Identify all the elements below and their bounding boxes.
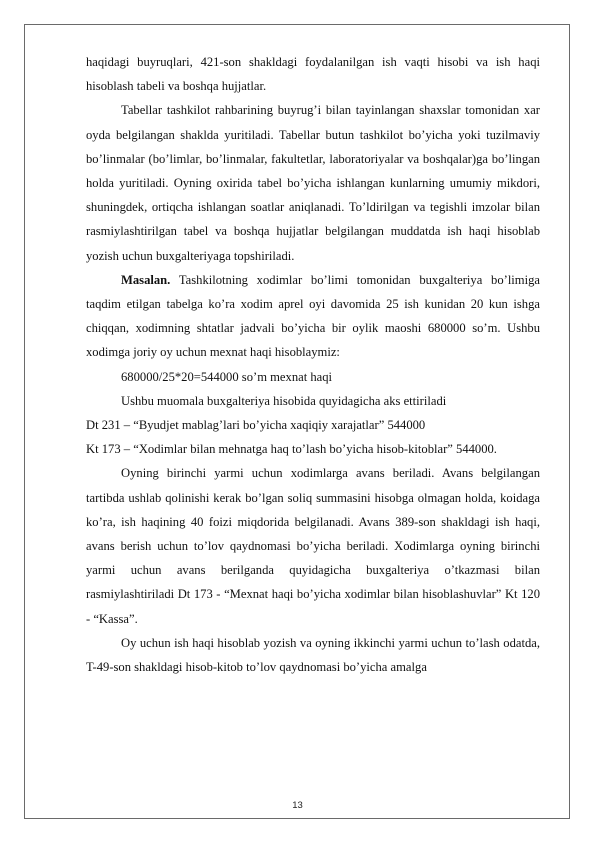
paragraph-continuation: haqidagi buyruqlari, 421-son shakldagi foydalanilgan ish vaqti hisobi va ish haqi hisoblash tabeli va boshqa hujjatlar. <box>86 55 540 94</box>
calculation-line: 680000/25*20=544000 so’m mexnat haqi <box>121 369 333 384</box>
paragraph-final: Oy uchun ish haqi hisoblab yozish va oyning ikkinchi yarmi uchun to’lash odatda, T-49-son shakldagi hisob-kitob to’lov qaydnomasi bo’yicha amalga <box>86 635 540 675</box>
paragraph-example <box>86 268 540 365</box>
accounting-intro: Ushbu muomala buxgalteriya hisobida quyidagicha aks ettiriladi <box>121 393 447 408</box>
paragraph-avans: Oyning birinchi yarmi uchun xodimlarga avans beriladi. Avans belgilangan tartibda ushlab qolinishi kerak bo’lgan soliq summasini hisobga olmagan holda, koidaga ko’ra, ish haqining 40 foizi miqdorida belgilanadi. Avans 389-son shakldagi ish haqi, avans berish uchun to’lov qaydnomasi bo’yicha beriladi. Xodimlarga oyning birinchi yarmi uchun avans berilganda quyidagicha buxgalteriya o’tkazmasi bilan rasmiylashtiriladi Dt 173 - “Mexnat haqi bo’yicha xodimlar bilan hisoblashuvlar” Kt 120 - “Kassa”. <box>86 466 540 626</box>
example-lead: Masalan. <box>121 272 171 287</box>
debit-entry: Dt 231 – “Byudjet mablag’lari bo’yicha xaqiqiy xarajatlar” 544000 <box>86 418 426 433</box>
example-text: Tashkilotning xodimlar bo’limi tomonidan buxgalteriya bo’limiga taqdim etilgan tabelga ko’ra xodim aprel oyi davomida 25 ish kunidan 20 kun ishga chiqqan, xodimning shtatlar jadvali bo’yicha bir oylik maoshi 680000 so’m. Ushbu xodimga joriy oy uchun mexnat haqi hisoblaymiz: <box>86 272 540 360</box>
credit-entry: Kt 173 – “Xodimlar bilan mehnatga haq to’lash bo’yicha hisob-kitoblar” 544000. <box>86 442 497 457</box>
page-number: 13 <box>292 800 303 811</box>
paragraph-tabellar: Tabellar tashkilot rahbarining buyrug’i bilan tayinlangan shaxslar tomonidan xar oyda belgilangan shaklda yuritiladi. Tabellar butun tashkilot bo’yicha yoki tuzilmaviy bo’linmalar (bo’limlar, bo’linmalar, fakultetlar, laboratoriyalar va boshqalar)ga bo’lingan holda yuritiladi. Oyning oxirida tabel bo’yicha ishlangan kunlarning umumiy mikdori, shuningdek, ortiqcha ishlangan soatlar aniqlanadi. To’ldirilgan va tegishli imzolar bilan rasmiylashtirilgan tabel va boshqa hujjatlar belgilangan muddatda ish haqi hisoblab yozish uchun buxgalteriyaga topshiriladi. <box>86 103 540 263</box>
document-body <box>86 50 540 679</box>
